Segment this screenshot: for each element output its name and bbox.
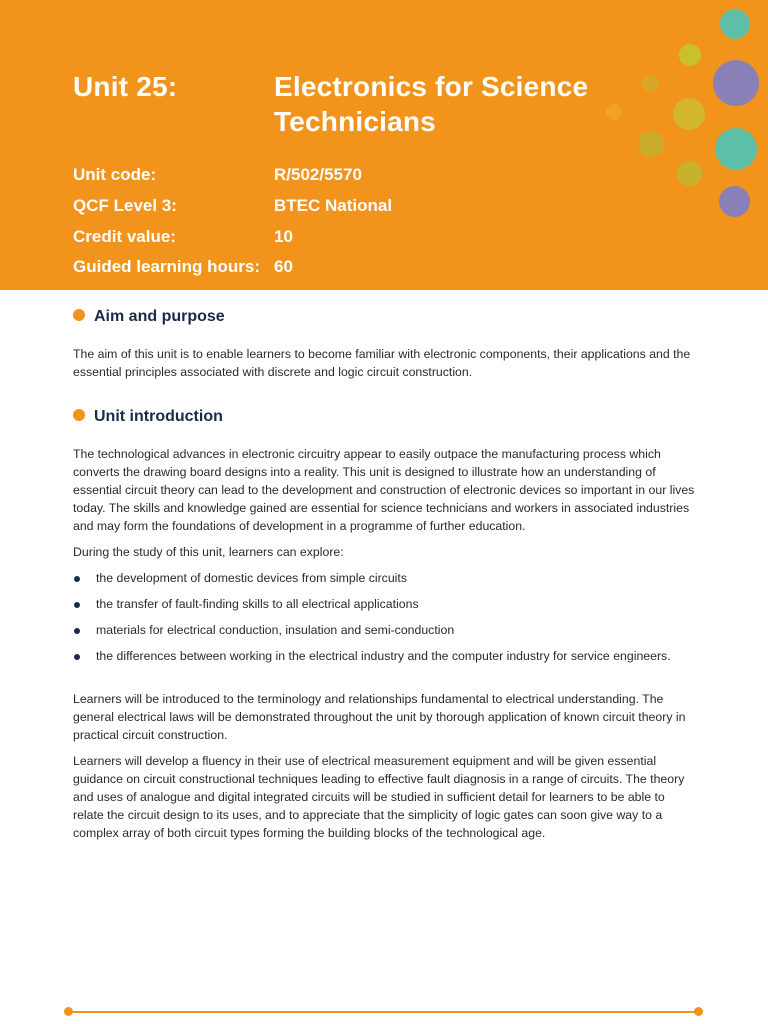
- intro-paragraph-3: Learners will develop a fluency in their use of electrical measurement equipment and will be given essential guidance on circuit constructional techniques leading to effective fault diagnosis in a range of circuits. The theory and uses of analogue and digital integrated circuits will be studied in sufficient detail for learners to be able to relate the circuit design to its uses, and to appreciate that the simplicity of logic gates can soon give way to a complex array of both circuit types forming the building blocks of the technological age.: [73, 754, 685, 840]
- meta-row-guided-learning-hours: [73, 256, 573, 280]
- decorative-dot: [713, 60, 759, 106]
- bullet-icon: [74, 576, 80, 582]
- decorative-dot: [679, 44, 701, 66]
- list-item-text: the differences between working in the electrical industry and the computer industry for service engineers.: [96, 649, 671, 663]
- decorative-dot: [673, 98, 705, 130]
- intro-list-lead: During the study of this unit, learners can explore:: [73, 545, 344, 559]
- meta-value: 60: [274, 257, 293, 276]
- bullet-icon: [74, 654, 80, 660]
- meta-label: QCF Level 3:: [73, 196, 177, 215]
- intro-paragraph-2: Learners will be introduced to the terminology and relationships fundamental to electrical understanding. The general electrical laws will be demonstrated throughout the unit by thorough application of known circuit theory in practical circuit construction.: [73, 692, 686, 742]
- list-item-text: materials for electrical conduction, insulation and semi-conduction: [96, 623, 455, 637]
- list-item: [73, 621, 698, 639]
- list-item: [73, 595, 698, 613]
- list-item-text: the development of domestic devices from simple circuits: [96, 571, 407, 585]
- meta-label: Credit value:: [73, 227, 176, 246]
- meta-value: BTEC National: [274, 196, 393, 215]
- orange-bullet-icon: [73, 409, 85, 421]
- meta-label: Unit code:: [73, 165, 157, 184]
- list-item: [73, 569, 698, 587]
- intro-heading-text: Unit introduction: [94, 408, 223, 425]
- meta-label: Guided learning hours:: [73, 257, 261, 276]
- unit-title: Electronics for Science Technicians: [274, 71, 589, 137]
- aim-heading-text: Aim and purpose: [94, 308, 225, 325]
- footer-dot-left: [64, 1007, 73, 1016]
- aim-heading: [73, 306, 225, 330]
- intro-paragraph-1: The technological advances in electronic circuitry appear to easily outpace the manufacturing process which converts the drawing board designs into a reality. This unit is designed to illustrate how an understanding of essential circuit theory can lead to the development and construction of electronic devices so important in our lives today. The skills and knowledge gained are essential for science technicians and workers in associated industries and may form the foundations of development in a programme of further education.: [73, 447, 695, 533]
- explore-list: [73, 569, 698, 665]
- meta-row-unit-code: [73, 164, 573, 188]
- bullet-icon: [74, 628, 80, 634]
- meta-row-credit-value: [73, 226, 573, 250]
- meta-value: R/502/5570: [274, 165, 362, 184]
- footer-rule: [68, 1011, 699, 1013]
- orange-bullet-icon: [73, 309, 85, 321]
- meta-value: 10: [274, 227, 293, 246]
- bullet-icon: [74, 602, 80, 608]
- decorative-dot: [642, 75, 659, 92]
- meta-row-qcf-level: [73, 195, 573, 219]
- aim-paragraph: The aim of this unit is to enable learners to become familiar with electronic components, their applications and the essential principles associated with discrete and logic circuit construction.: [73, 347, 691, 379]
- intro-heading: [73, 406, 223, 430]
- list-item-text: the transfer of fault-finding skills to all electrical applications: [96, 597, 419, 611]
- unit-header-banner: [0, 0, 768, 290]
- decorative-dot: [677, 161, 702, 186]
- decorative-dot: [715, 128, 757, 170]
- footer-dot-right: [694, 1007, 703, 1016]
- unit-number: Unit 25:: [73, 71, 178, 102]
- decorative-dot: [720, 9, 750, 39]
- decorative-dot: [638, 131, 664, 157]
- decorative-dot: [719, 186, 750, 217]
- list-item: [73, 647, 698, 665]
